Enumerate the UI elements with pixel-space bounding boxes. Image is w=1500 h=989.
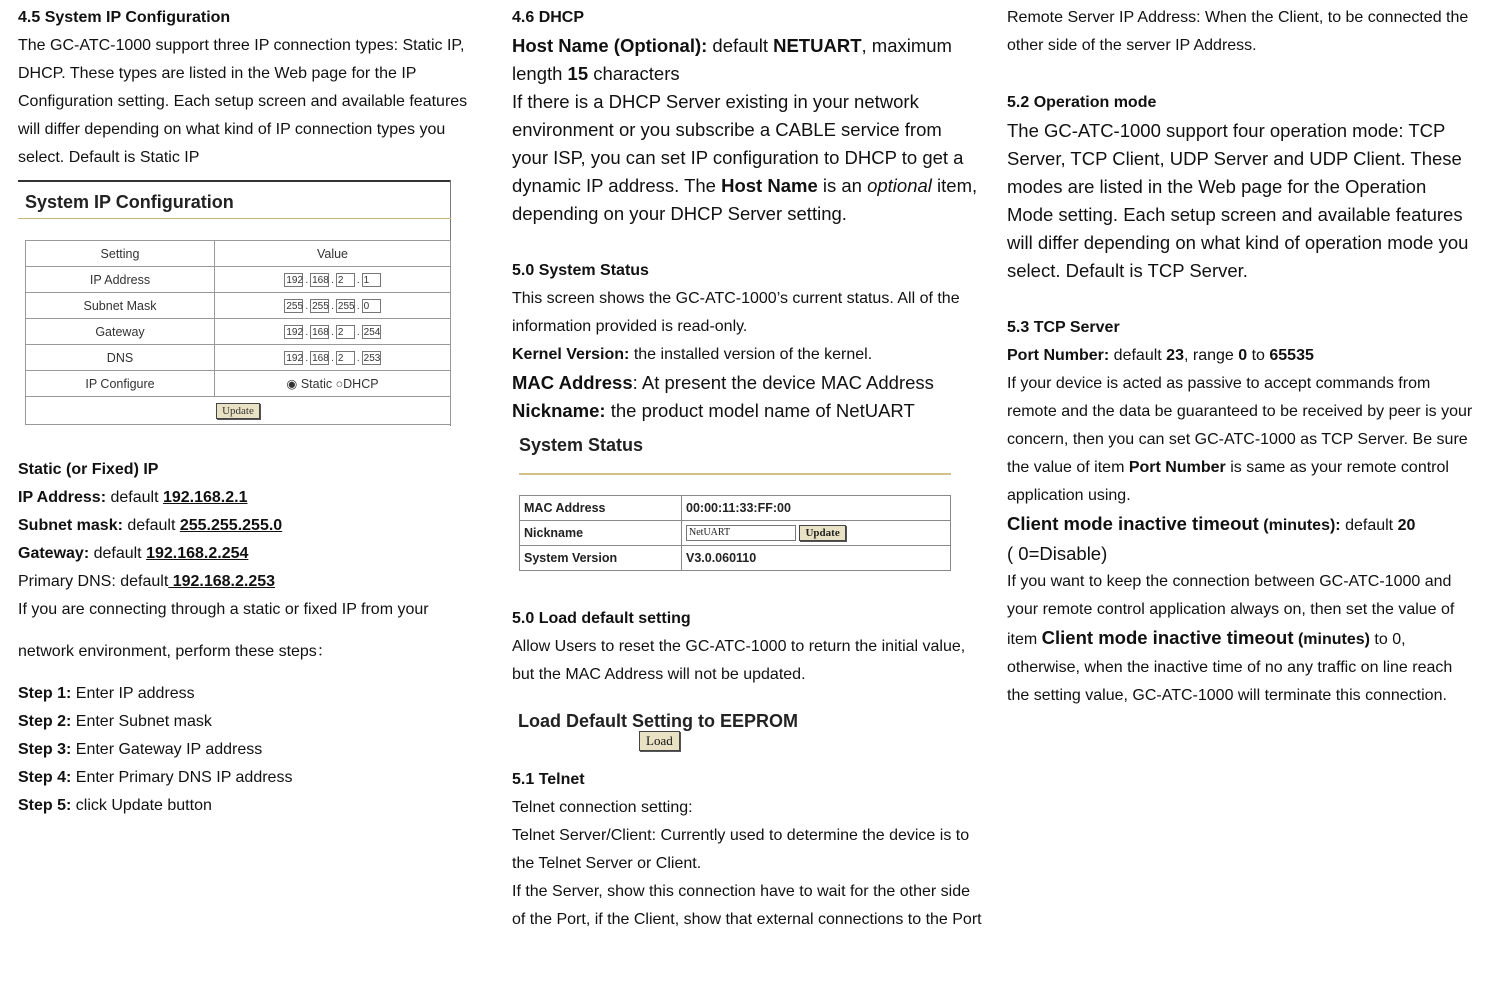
table-row-system-version [520,546,951,571]
gateway-octet-2-input[interactable]: 168 [312,326,329,338]
dns-octet-2-input[interactable]: 168 [312,352,329,364]
section-heading-5-3: 5.3 TCP Server [1007,319,1120,336]
section-heading-5-2: 5.2 Operation mode [1007,94,1157,111]
host-name-line: Host Name (Optional): default NETUART, maximum length 15 characters [512,35,952,84]
ip-octet-3-input[interactable]: 2 [336,273,355,287]
telnet-line-2: Telnet Server/Client: Currently used to determine the device is to the Telnet Server or Client. [512,827,970,872]
dhcp-text: If there is a DHCP Server existing in your network environment or you subscribe a CABLE service from your ISP, you can set IP configuration to DHCP to get a dynamic IP address. The Host Name is an optional item, depending on your DHCP Server setting. [512,91,978,224]
section-heading-load-default: 5.0 Load default setting [512,610,691,627]
operation-mode-text: The GC-ATC-1000 support four operation mode: TCP Server, TCP Client, UDP Server and UDP Client. These modes are listed in the Web page for the Operation Mode setting. Each setup screen and available features will differ depending on what kind of operation mode you select. Default is TCP Server. [1007,120,1469,281]
static-gateway-line: Gateway: default 192.168.2.254 [18,545,249,562]
system-version-value: V3.0.060110 [682,546,951,571]
system-version-label: System Version [520,546,682,571]
load-default-text: Allow Users to reset the GC-ATC-1000 to return the initial value, but the MAC Address will not be updated. [512,638,966,683]
ip-configure-value [215,371,451,397]
port-number-line: Port Number: default 23, range 0 to 65535 [1007,347,1314,364]
column-header-setting: Setting [26,241,215,267]
panel-top-border [18,180,451,182]
row-label-dns: DNS [26,345,215,371]
table-header-row [26,241,451,267]
nickname-value-cell [682,521,951,546]
update-button[interactable]: Update [216,403,260,419]
step-4: Step 4: Enter Primary DNS IP address [18,769,293,786]
subnet-octet-2-input[interactable]: 255 [312,300,329,312]
table-row-dns [26,345,451,371]
row-label-ip-address: IP Address [26,267,215,293]
column-header-value: Value [215,241,451,267]
subnet-mask-value: 255 . 255 . 255 . 0 [215,293,451,319]
status-panel-title: System Status [519,435,644,455]
table-row-subnet-mask [26,293,451,319]
static-subnet-line: Subnet mask: default 255.255.255.0 [18,517,283,534]
table-row-mac [520,496,951,521]
gateway-octet-1-input[interactable]: 192 [286,326,304,338]
gateway-octet-4-input[interactable]: 254 [363,326,381,338]
telnet-line-3: If the Server, show this connection have to wait for the other side of the Port, if the Client, show that external connections to the Port [512,883,982,928]
status-panel-divider [519,473,951,475]
status-text: This screen shows the GC-ATC-1000’s current status. All of the information provided is read-only. [512,290,960,335]
radio-dhcp-label: DHCP [343,377,379,391]
gateway-value: 192 . 168 . 2 . 254 [215,319,451,345]
load-button[interactable]: Load [639,731,680,751]
ip-address-value: 192 . 168 . 2 . 1 [215,267,451,293]
section-heading-4-6: 4.6 DHCP [512,9,585,26]
panel-title: System IP Configuration [25,192,234,212]
column-left [18,4,488,820]
client-timeout-note: ( 0=Disable) [1007,543,1108,564]
static-ip-heading: Static (or Fixed) IP [18,461,159,478]
dns-octet-1-input[interactable]: 192 [286,352,304,364]
step-5: Step 5: click Update button [18,797,212,814]
nickname-line: Nickname: the product model name of NetUART [512,400,915,421]
remote-server-text: Remote Server IP Address: When the Client, to be connected the other side of the server IP Address. [1007,9,1469,54]
subnet-octet-3-input[interactable]: 255 [337,300,355,312]
step-3: Step 3: Enter Gateway IP address [18,741,263,758]
nickname-input[interactable]: NetUART [686,525,796,541]
system-status-panel [512,435,982,605]
nickname-update-button[interactable]: Update [799,525,845,541]
ip-octet-4-input[interactable]: 1 [362,273,381,287]
static-dns-line: Primary DNS: default 192.168.2.253 [18,573,276,590]
static-text-2: network environment, perform these steps： [18,643,333,660]
mac-value: 00:00:11:33:FF:00 [682,496,951,521]
nickname-label: Nickname [520,521,682,546]
section-heading-5-1: 5.1 Telnet [512,771,585,788]
panel-divider [18,218,451,219]
update-cell [26,397,451,425]
mac-label: MAC Address [520,496,682,521]
ip-octet-2-input[interactable]: 168 [312,274,329,286]
radio-dhcp-icon[interactable]: ○ [335,377,344,391]
row-label-ip-configure: IP Configure [26,371,215,397]
radio-static-icon[interactable]: ◉ [286,377,298,391]
kernel-line: Kernel Version: the installed version of the kernel. [512,346,873,363]
section-text-4-5: The GC-ATC-1000 support three IP connection types: Static IP, DHCP. These types are listed in the Web page for the IP Configuration setting. Each setup screen and available features will differ depending on what kind of IP connection types you select. Default is Static IP [18,37,468,166]
column-middle [512,4,982,934]
table-row-nickname [520,521,951,546]
tcp-server-text: If your device is acted as passive to accept commands from remote and the data be guaranteed to be received by peer is your concern, then you can set GC-ATC-1000 as TCP Server. Be sure the value of item Port Number is same as your remote control application using. [1007,375,1473,504]
dns-octet-4-input[interactable]: 253 [363,352,381,364]
static-text-1: If you are connecting through a static or fixed IP from your [18,601,429,618]
table-row-gateway [26,319,451,345]
row-label-gateway: Gateway [26,319,215,345]
subnet-octet-4-input[interactable]: 0 [362,299,381,313]
table-row-ip-address [26,267,451,293]
column-right [1007,4,1477,710]
ip-config-table [25,240,451,425]
radio-static-label: Static [300,377,333,391]
client-timeout-line: Client mode inactive timeout (minutes): default 20 [1007,513,1416,534]
section-heading-5-0-status: 5.0 System Status [512,262,649,279]
system-ip-config-panel [18,180,451,426]
mac-line: MAC Address: At present the device MAC Address [512,372,934,393]
ip-octet-1-input[interactable]: 192 [286,274,304,286]
static-ip-address-line: IP Address: default 192.168.2.1 [18,489,248,506]
table-row-update [26,397,451,425]
step-2: Step 2: Enter Subnet mask [18,713,212,730]
section-heading-4-5: 4.5 System IP Configuration [18,9,231,26]
keep-connection-text: If you want to keep the connection between GC-ATC-1000 and your remote control application always on, then set the value of item Client mode inactive timeout (minutes) to 0, otherwise, when the inactive time of no any traffic on line reach the setting value, GC-ATC-1000 will terminate this connection. [1007,573,1455,704]
load-default-panel [512,711,982,766]
load-panel-title: Load Default Setting to EEPROM [518,711,799,731]
table-row-ip-configure [26,371,451,397]
subnet-octet-1-input[interactable]: 255 [286,300,304,312]
gateway-octet-3-input[interactable]: 2 [336,325,355,339]
dns-octet-3-input[interactable]: 2 [336,351,355,365]
step-1: Step 1: Enter IP address [18,685,195,702]
row-label-subnet-mask: Subnet Mask [26,293,215,319]
dns-value: 192 . 168 . 2 . 253 [215,345,451,371]
telnet-line-1: Telnet connection setting: [512,799,693,816]
status-table [519,495,951,571]
